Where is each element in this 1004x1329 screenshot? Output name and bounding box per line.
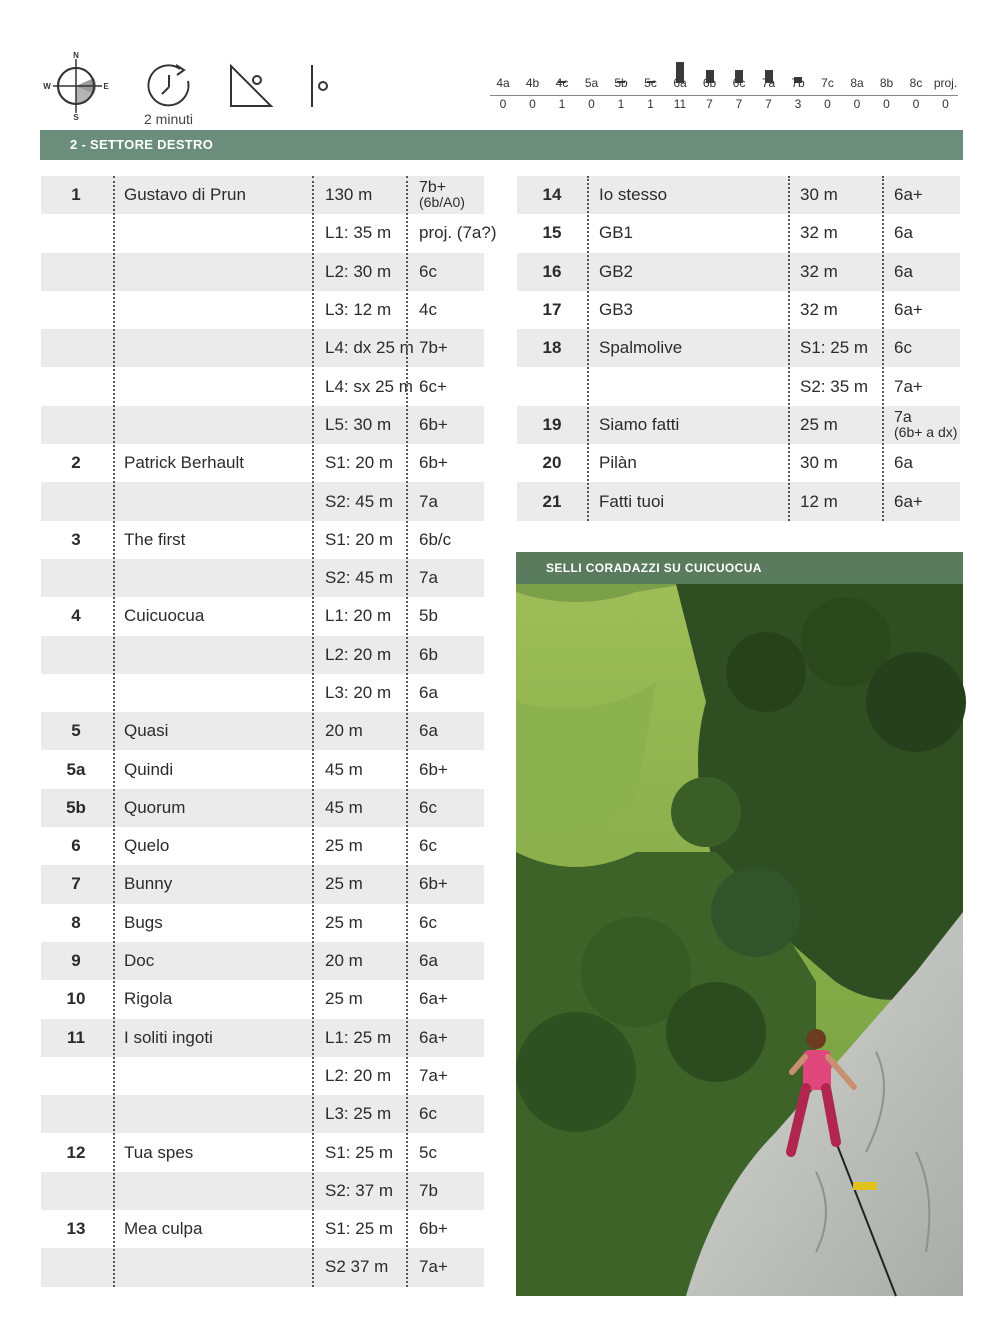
histogram-grade-label: 8c (909, 76, 923, 90)
route-number: 19 (542, 414, 562, 434)
route-name: Io stesso (599, 185, 668, 205)
route-name: Bunny (124, 874, 173, 894)
route-number: 17 (542, 300, 562, 320)
route-grade: 6a+ (419, 989, 448, 1009)
route-length: 130 m (325, 185, 373, 205)
route-name: Quelo (124, 836, 170, 856)
route-name: Mea culpa (124, 1219, 203, 1239)
route-length: 32 m (800, 261, 838, 281)
route-number: 10 (66, 989, 86, 1009)
route-grade-alt: (6b/A0) (419, 194, 465, 211)
histogram-count-label: 3 (794, 97, 802, 111)
table-row (41, 712, 484, 750)
route-grade: 7b (419, 1180, 438, 1200)
compass-west-label: W (43, 82, 51, 91)
histogram-grade-label: 7a (761, 76, 776, 90)
histogram-grade-label: 6b (702, 76, 717, 90)
histogram-column (577, 40, 607, 114)
route-name: Cuicuocua (124, 606, 205, 626)
route-grade: 6a+ (894, 491, 923, 511)
histogram-grade-label: 5b (614, 76, 628, 90)
route-length: 25 m (325, 836, 363, 856)
route-grade (419, 176, 484, 214)
route-number: 20 (542, 453, 562, 473)
route-length: 25 m (325, 912, 363, 932)
route-number: 6 (71, 836, 81, 856)
route-number: 18 (542, 338, 562, 358)
table-row (517, 291, 960, 329)
route-length: S2: 45 m (325, 568, 394, 588)
route-number: 1 (71, 185, 81, 205)
photo-illustration (516, 552, 963, 1296)
route-number (41, 482, 111, 520)
table-row (41, 521, 484, 559)
histogram-grade-label: 5a (584, 76, 599, 90)
route-grade: 6b+ (419, 759, 448, 779)
histogram-column (842, 40, 872, 114)
route-name: Bugs (124, 912, 163, 932)
route-number (41, 1172, 111, 1210)
route-number (41, 214, 111, 252)
route-grade: 6a+ (419, 1027, 448, 1047)
route-length: 45 m (325, 797, 363, 817)
route-length: L1: 25 m (325, 1027, 392, 1047)
route-length: 30 m (800, 185, 838, 205)
route-number: 5a (66, 759, 86, 779)
histogram-grade-label: 4a (496, 76, 510, 90)
route-name (124, 329, 309, 367)
route-name: The first (124, 529, 186, 549)
table-row (41, 214, 497, 252)
histogram-column (636, 40, 666, 114)
route-grade: 4c (419, 300, 437, 320)
histogram-count-label: 0 (912, 97, 920, 111)
table-row (517, 367, 960, 405)
route-grade: proj. (7a?) (419, 223, 497, 243)
compass-south-label: S (73, 113, 79, 122)
route-length: L3: 12 m (325, 300, 392, 320)
table-row (41, 750, 484, 788)
route-grade: 6a+ (894, 185, 923, 205)
route-name (124, 559, 309, 597)
wall-angle-icon (228, 64, 274, 108)
route-length: 25 m (325, 989, 363, 1009)
histogram-count-label: 1 (558, 97, 566, 111)
histogram-count-label: 7 (706, 97, 713, 111)
route-number (41, 253, 111, 291)
route-name: Quindi (124, 759, 174, 779)
table-row (41, 253, 484, 291)
route-name: Quasi (124, 721, 169, 741)
table-row (41, 482, 484, 520)
route-grade: 6c+ (419, 376, 447, 396)
route-length: 25 m (325, 874, 363, 894)
route-grade: 7a+ (894, 376, 923, 396)
sector-header (40, 130, 963, 160)
table-row (41, 1248, 484, 1286)
route-number (41, 1248, 111, 1286)
histogram-column (665, 40, 695, 114)
route-grade: 7a (419, 568, 438, 588)
route-name (124, 636, 309, 674)
route-name (124, 214, 309, 252)
table-row (41, 1019, 484, 1057)
histogram-count-label: 0 (529, 97, 536, 111)
route-table-right (517, 176, 960, 521)
table-row (517, 253, 960, 291)
route-grade: 6b+ (419, 1219, 448, 1239)
route-grade (894, 406, 960, 444)
route-name: Gustavo di Prun (124, 185, 246, 205)
histogram-column (547, 40, 577, 114)
histogram-column (901, 40, 931, 114)
histogram-count-label: 1 (647, 97, 654, 111)
table-row (41, 1095, 484, 1133)
histogram-count-label: 7 (735, 97, 743, 111)
route-number: 21 (542, 491, 562, 511)
route-number: 9 (71, 951, 81, 971)
route-name: GB1 (599, 223, 634, 243)
route-name: Quorum (124, 797, 186, 817)
route-grade: 6b+ (419, 414, 448, 434)
table-row (41, 1133, 484, 1171)
route-length: L5: 30 m (325, 414, 392, 434)
route-number: 11 (67, 1027, 85, 1047)
route-length: 32 m (800, 300, 838, 320)
route-number: 5 (71, 721, 81, 741)
route-grade: 6b/c (419, 529, 452, 549)
route-length: L4: dx 25 m (325, 338, 414, 358)
route-number (41, 367, 111, 405)
route-length: L1: 35 m (325, 223, 392, 243)
histogram-column (518, 40, 548, 114)
table-row (41, 942, 484, 980)
histogram-grade-label: 6a (673, 76, 687, 90)
route-name: I soliti ingoti (124, 1027, 213, 1047)
route-length: S1: 20 m (325, 529, 394, 549)
climbing-photo (516, 552, 963, 1296)
route-grade: 6a (419, 951, 438, 971)
route-number (41, 329, 111, 367)
route-table-left (41, 176, 497, 1287)
histogram-count-label: 11 (673, 97, 687, 111)
climber-wall-icon (308, 64, 332, 108)
route-grade: 7b+ (419, 338, 448, 358)
route-name (599, 367, 784, 405)
route-length: S2: 35 m (800, 376, 869, 396)
route-grade: 6a (419, 683, 438, 702)
route-length: S1: 25 m (325, 1142, 394, 1162)
route-number: 13 (66, 1219, 86, 1239)
route-name (124, 1095, 309, 1133)
approach-time: 2 minuti (144, 111, 194, 127)
table-row (41, 636, 484, 674)
route-name: Spalmolive (599, 338, 683, 358)
table-row (517, 482, 960, 520)
clock-icon (144, 63, 196, 109)
histogram-count-label: 0 (853, 97, 861, 111)
route-number (41, 291, 111, 329)
route-name: Tua spes (124, 1142, 194, 1162)
histogram-count-label: 0 (499, 97, 507, 111)
route-name (124, 291, 309, 329)
table-row (517, 444, 960, 482)
histogram-grade-label: 6c (732, 76, 746, 90)
route-grade: 6a (419, 721, 438, 741)
histogram-grade-label: 4b (525, 76, 540, 90)
photo-caption-text: SELLI CORADAZZI SU CUICUOCUA (546, 561, 762, 575)
route-number (41, 636, 111, 674)
histogram-grade-label: 8a (850, 76, 864, 90)
table-row (517, 214, 960, 252)
compass-north-label: N (73, 51, 79, 60)
route-length: L3: 20 m (325, 683, 392, 702)
route-length: 45 m (325, 759, 363, 779)
histogram-count-label: 0 (942, 97, 949, 111)
histogram-column (783, 40, 813, 114)
compass-icon (40, 50, 112, 122)
route-name (124, 1172, 309, 1210)
table-row (41, 291, 484, 329)
photo-caption (516, 552, 963, 584)
route-grade: 6b+ (419, 874, 448, 894)
histogram-grade-label: 4c (555, 76, 569, 90)
table-row (41, 406, 484, 444)
table-row (41, 980, 484, 1018)
route-number: 5b (66, 797, 86, 817)
histogram-count-label: 1 (617, 97, 625, 111)
histogram-grade-label: 8b (879, 76, 894, 90)
table-row (41, 1210, 484, 1248)
route-grade: 6c (419, 797, 437, 817)
route-number (41, 1095, 111, 1133)
route-length: 30 m (800, 453, 838, 473)
table-row (41, 865, 484, 903)
route-name (124, 1248, 309, 1286)
route-number (41, 406, 111, 444)
sector-title: 2 - SETTORE DESTRO (70, 137, 214, 152)
route-grade: 6c (419, 912, 437, 932)
route-number: 14 (542, 185, 562, 205)
route-length: 12 m (800, 491, 838, 511)
table-row (41, 827, 484, 865)
route-grade: 6c (419, 836, 437, 856)
route-number: 7 (71, 874, 81, 894)
route-length: L3: 25 m (325, 1104, 392, 1124)
route-name (124, 367, 309, 405)
table-row (41, 559, 484, 597)
histogram-grade-label: proj. (933, 76, 958, 90)
column-separator (406, 176, 408, 1287)
route-length: L1: 20 m (325, 606, 392, 626)
route-number: 12 (66, 1142, 86, 1162)
histogram-column (813, 40, 843, 114)
route-grade: 7a+ (419, 1257, 448, 1277)
table-row (41, 789, 484, 827)
table-row (517, 176, 960, 214)
column-separator (882, 176, 884, 521)
route-name (124, 674, 309, 712)
route-number: 8 (71, 912, 81, 932)
route-number: 16 (542, 261, 562, 281)
column-separator (788, 176, 790, 521)
route-grade: 5c (419, 1142, 437, 1162)
table-row (41, 367, 484, 405)
histogram-column (724, 40, 754, 114)
table-row (41, 1172, 484, 1210)
route-grade: 6a+ (894, 300, 923, 320)
route-length: S1: 20 m (325, 453, 394, 473)
route-grade: 6a (894, 453, 913, 473)
route-grade: 6a (894, 223, 913, 243)
route-number: 4 (71, 606, 81, 626)
route-number (41, 559, 111, 597)
route-length: 20 m (325, 951, 363, 971)
column-separator (312, 176, 314, 1287)
route-length: L2: 20 m (325, 1065, 392, 1085)
table-row (41, 444, 484, 482)
histogram-column (606, 40, 636, 114)
route-grade-alt: (6b+ a dx) (894, 423, 958, 440)
histogram-count-label: 7 (765, 97, 772, 111)
route-name: Doc (124, 951, 155, 971)
table-row (41, 329, 484, 367)
histogram-grade-label: 5c (644, 76, 657, 90)
route-length: S1: 25 m (800, 338, 869, 358)
column-separator (113, 176, 115, 1287)
route-grade: 7a+ (419, 1065, 448, 1085)
route-grade: 6a (894, 261, 913, 281)
route-grade: 7a (419, 491, 438, 511)
route-name (124, 406, 309, 444)
route-grade: 6c (419, 1104, 437, 1124)
histogram-count-label: 0 (883, 97, 890, 111)
histogram-count-label: 0 (824, 97, 831, 111)
table-row (41, 597, 484, 635)
route-grade-main: 7b+ (419, 179, 447, 197)
table-row (517, 329, 960, 367)
route-number: 15 (542, 223, 562, 243)
compass-east-label: E (103, 82, 109, 91)
route-grade-main: 7a (894, 408, 912, 426)
route-name: Patrick Berhault (124, 453, 244, 473)
route-number (41, 674, 111, 712)
route-length: L2: 30 m (325, 261, 392, 281)
histogram-column (754, 40, 784, 114)
route-name (124, 1057, 309, 1095)
grade-histogram (488, 40, 960, 114)
route-name: Fatti tuoi (599, 491, 665, 511)
route-grade: 6c (419, 261, 437, 281)
route-length: S1: 25 m (325, 1219, 394, 1239)
route-name: Pilàn (599, 453, 637, 473)
route-number (41, 1057, 111, 1095)
route-number: 2 (71, 453, 81, 473)
histogram-column (488, 40, 518, 114)
route-grade: 5b (419, 606, 438, 626)
table-row (41, 674, 484, 712)
route-length: L2: 20 m (325, 644, 392, 664)
route-grade: 6b (419, 644, 438, 664)
route-number (517, 367, 587, 405)
histogram-column (695, 40, 725, 114)
histogram-count-label: 0 (588, 97, 595, 111)
route-length: S2: 37 m (325, 1180, 394, 1200)
route-grade: 6c (894, 338, 912, 358)
route-length: S2 37 m (325, 1257, 389, 1277)
route-name: Rigola (124, 989, 173, 1009)
route-number: 3 (71, 529, 81, 549)
table-row (41, 1057, 484, 1095)
route-grade: 6b+ (419, 453, 448, 473)
route-name: GB3 (599, 300, 634, 320)
histogram-column (872, 40, 902, 114)
route-length: S2: 45 m (325, 491, 394, 511)
table-row (517, 406, 960, 444)
route-name (124, 482, 309, 520)
route-name: GB2 (599, 261, 634, 281)
column-separator (587, 176, 589, 521)
table-row (41, 176, 484, 214)
route-name (124, 253, 309, 291)
route-name: Siamo fatti (599, 414, 680, 434)
route-length: L4: sx 25 m (325, 376, 413, 396)
route-length: 25 m (800, 414, 838, 434)
histogram-grade-label: 7c (821, 76, 834, 90)
histogram-column (931, 40, 961, 114)
histogram-grade-label: 7b (791, 76, 805, 90)
route-length: 32 m (800, 223, 838, 243)
table-row (41, 904, 484, 942)
route-length: 20 m (325, 721, 363, 741)
